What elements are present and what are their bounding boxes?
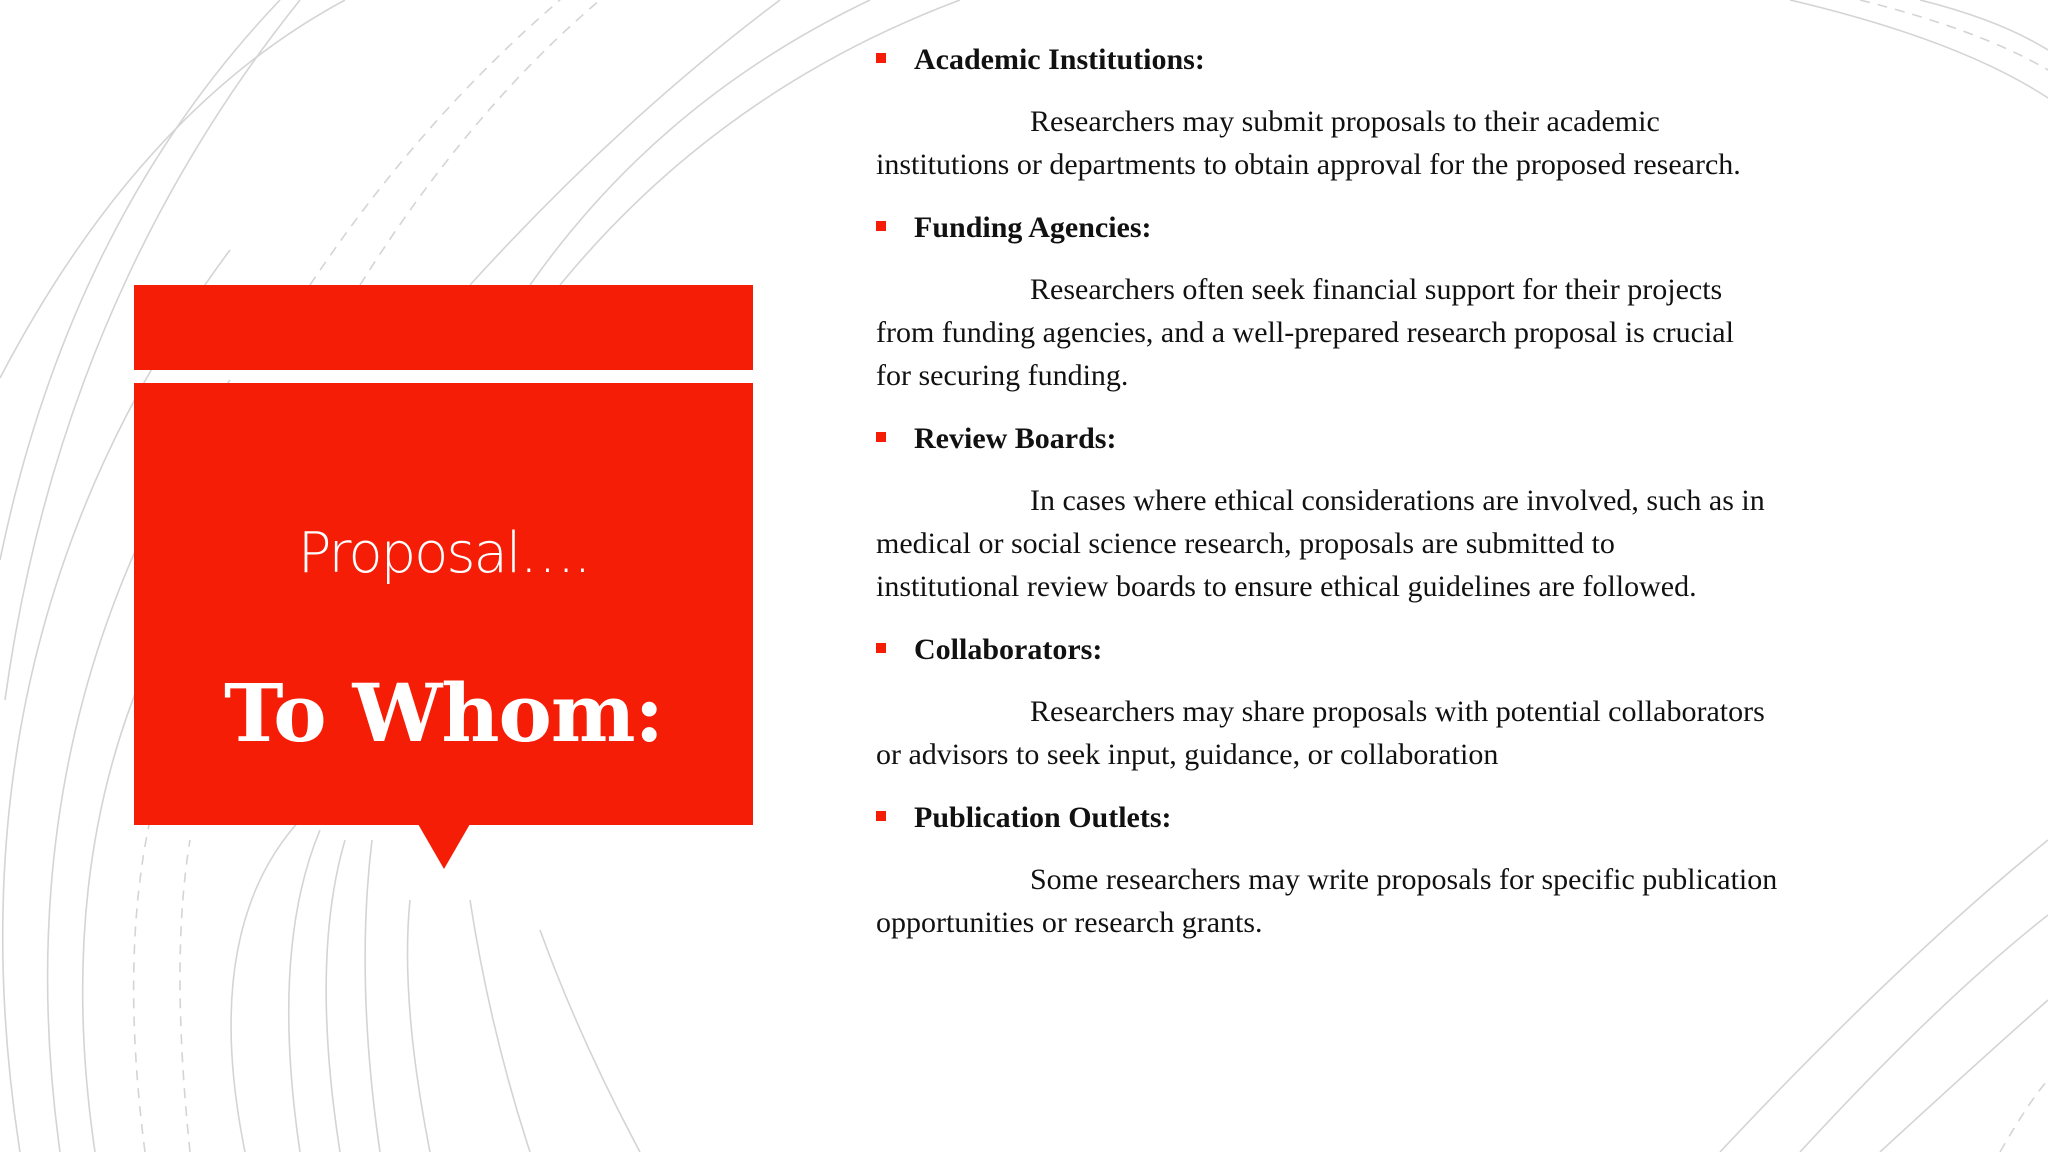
item-heading (876, 628, 1906, 672)
item-body: Researchers may submit proposals to their academic institutions or departments to obtain approval for the proposed research. (876, 105, 1741, 181)
item-heading-text: Funding Agencies: (914, 211, 1152, 244)
bullet-square-icon (876, 53, 886, 63)
item-heading-text: Academic Institutions: (914, 43, 1205, 76)
bullet-square-icon (876, 643, 886, 653)
item-body: In cases where ethical considerations are involved, such as in medical or social science research, proposals are submitted to institutional review boards to ensure ethical guidelines are followed. (876, 484, 1765, 603)
list-item (876, 206, 1906, 397)
list-item (876, 628, 1906, 776)
item-body: Some researchers may write proposals for specific publication opportunities or research grants. (876, 863, 1778, 939)
item-heading (876, 38, 1906, 82)
item-heading (876, 417, 1906, 461)
item-heading-text: Collaborators: (914, 633, 1103, 666)
bullet-square-icon (876, 221, 886, 231)
box-title: To Whom: (223, 666, 664, 760)
item-heading-text: Review Boards: (914, 422, 1117, 455)
list-item (876, 38, 1906, 186)
item-body: Researchers often seek financial support for their projects from funding agencies, and a well-prepared research proposal is crucial for securing funding. (876, 273, 1734, 392)
bullet-square-icon (876, 811, 886, 821)
item-heading (876, 206, 1906, 250)
item-heading-text: Publication Outlets: (914, 801, 1172, 834)
item-heading (876, 796, 1906, 840)
item-body: Researchers may share proposals with potential collaborators or advisors to seek input, guidance, or collaboration (876, 695, 1765, 771)
list-item (876, 796, 1906, 944)
content-list (876, 38, 1906, 964)
bullet-square-icon (876, 432, 886, 442)
list-item (876, 417, 1906, 608)
box-subtitle: Proposal…. (297, 521, 590, 586)
title-accent-bar (134, 285, 753, 370)
